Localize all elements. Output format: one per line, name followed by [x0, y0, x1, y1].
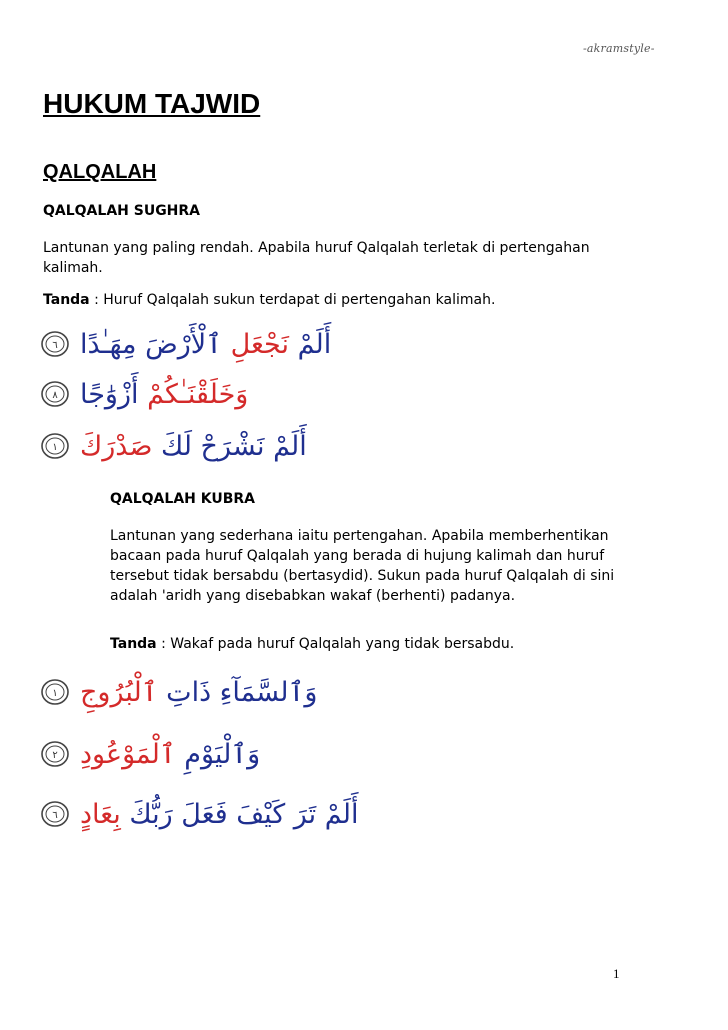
sughra-heading: QALQALAH SUGHRA: [43, 203, 201, 219]
verse-row: [40, 670, 317, 714]
verse-part: وَٱلسَّمَآءِ ذَاتِ: [157, 676, 318, 708]
tanda-text: : Huruf Qalqalah sukun terdapat di pertengahan kalimah.: [89, 292, 496, 308]
verse-qalqalah-word: ٱلْبُرُوجِ: [80, 676, 158, 708]
verse-row: [40, 322, 331, 366]
ayah-number: ١: [52, 688, 58, 699]
verse-part: أَلَمْ: [288, 328, 332, 360]
ayah-marker-icon: [40, 379, 70, 409]
ayah-marker-icon: [40, 677, 70, 707]
verse-row: [40, 792, 358, 836]
ayah-number: ١: [52, 442, 58, 453]
ayah-number: ٢: [52, 750, 58, 761]
kubra-description: Lantunan yang sederhana iaitu pertengahan. Apabila memberhentikan bacaan pada huruf Qalqalah yang berada di hujung kalimah dan huruf tersebut tidak bersabdu (bertasydid). Sukun pada huruf Qalqalah di sini adalah 'aridh yang disebabkan wakaf (berhenti) padanya.: [110, 528, 615, 604]
tanda-label: Tanda: [110, 636, 157, 652]
verse-part: أَزْوَٰجًا: [80, 378, 148, 410]
ayah-marker-icon: [40, 799, 70, 829]
ayah-marker-icon: [40, 431, 70, 461]
verse-part: وَٱلْيَوْمِ: [175, 738, 261, 770]
verse-qalqalah-word: نَجْعَلِ: [230, 328, 289, 360]
verse-row: [40, 424, 307, 468]
verse-qalqalah-word: ٱلْمَوْعُودِ: [80, 738, 176, 770]
verse-row: [40, 732, 260, 776]
verse-text: [80, 431, 307, 462]
watermark: -akramstyle-: [583, 42, 655, 55]
page-title: HUKUM TAJWID: [43, 88, 261, 119]
verse-text: [80, 677, 317, 708]
verse-part: أَلَمْ نَشْرَحْ لَكَ: [152, 430, 307, 462]
verse-qalqalah-word: بِعَادٍ: [80, 798, 121, 830]
verse-text: [80, 739, 260, 770]
tanda-label: Tanda: [43, 292, 90, 308]
tanda-text: : Wakaf pada huruf Qalqalah yang tidak bersabdu.: [156, 636, 515, 652]
ayah-marker-icon: [40, 739, 70, 769]
ayah-number: ٦: [52, 340, 58, 351]
verse-row: [40, 372, 248, 416]
section-subtitle: QALQALAH: [43, 161, 157, 183]
kubra-heading: QALQALAH KUBRA: [110, 491, 255, 507]
sughra-tanda: [43, 290, 663, 310]
sughra-description: Lantunan yang paling rendah. Apabila huruf Qalqalah terletak di pertengahan kalimah.: [43, 240, 590, 276]
verse-text: [80, 799, 358, 830]
verse-part: أَلَمْ تَرَ كَيْفَ فَعَلَ رَبُّكَ: [120, 798, 359, 830]
verse-text: [80, 329, 331, 360]
ayah-marker-icon: [40, 329, 70, 359]
verse-text: [80, 379, 248, 410]
kubra-tanda: [110, 634, 670, 654]
verse-qalqalah-word: صَدْرَكَ: [80, 430, 153, 462]
ayah-number: ٨: [52, 390, 58, 401]
page-number: 1: [613, 966, 620, 981]
ayah-number: ٦: [52, 810, 58, 821]
verse-qalqalah-word: وَخَلَقْنَـٰكُمْ: [147, 378, 249, 410]
verse-part: ٱلْأَرْضَ مِهَـٰدًا: [80, 328, 231, 360]
